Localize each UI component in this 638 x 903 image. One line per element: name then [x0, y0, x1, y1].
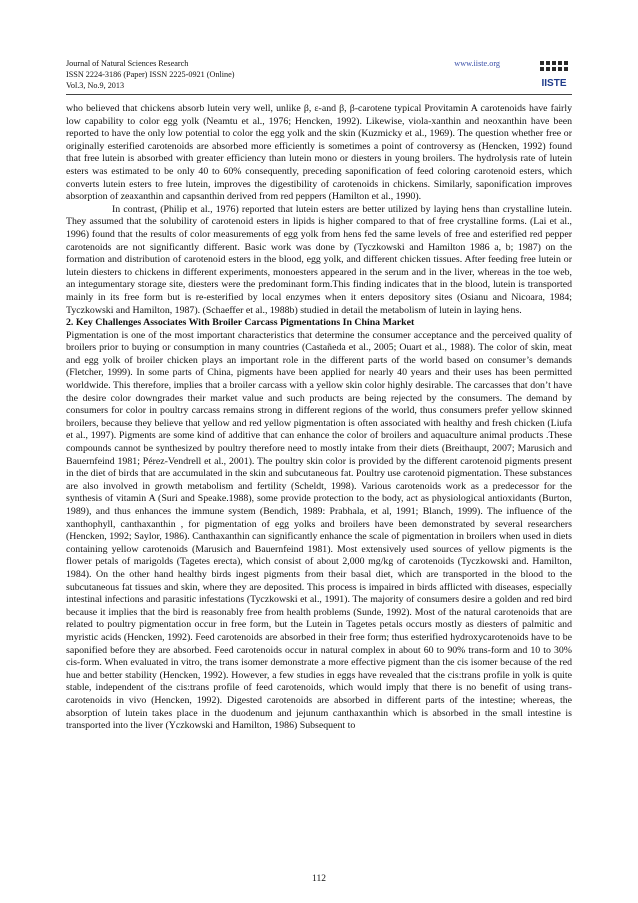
volume-line: Vol.3, No.9, 2013 — [66, 81, 125, 91]
header-divider — [66, 94, 572, 95]
page-number: 112 — [312, 874, 326, 884]
section-heading: 2. Key Challenges Associates With Broiler Carcass Pigmentations In China Market — [66, 317, 415, 329]
journal-url-link[interactable]: www.iiste.org — [454, 59, 500, 68]
paragraph-lutein-esters: In contrast, (Philip et al., 1976) reported that lutein esters are better utilized by laying hens than crystalline lutein. They assumed that the solubility of carotenoid esters in lipids is higher compared to that of free crystalline forms. (Lai et al., 1996) found that the results of color measurements of egg yolk from hens fed the same levels of free and esterified red pepper carotenoids are not significantly different. Basic work was done by (Tyczkowski and Hamilton 1986 a, b; 1987) on the formation and distribution of carotenoid esters in the blood, egg yolk, and different chicken tissues. After feeding free lutein or lutein diesters to chickens in different experiments, monoesters appeared in the serum and in the liver, whereas in the toe web, an integumentary storage site, diesters were the predominant form.This finding indicates that in the blood, lutein is transported mainly in its free form but is re-esterified by local enzymes when it enters depository sites (Osianu and Nicoara, 1984; Tyczkowski and Hamilton, 1987). (Schaeffer et al., 1988b) studied in detail the metabolism of lutein in laying hens. — [66, 203, 572, 316]
journal-name: Journal of Natural Sciences Research — [66, 59, 189, 68]
paragraph-pigmentation: Pigmentation is one of the most important characteristics that determine the consumer acceptance and the perceived quality of broilers prior to buying or consumption in many countries (Castañeda et al., 2005; Ouart et al., 1988). The color of skin, meat and egg yolk of broiler chicken plays an important role in the different parts of the world based on consumer’s demands (Fletcher, 1999). In some parts of China, pigments have been applied for nearly 40 years and their uses has been permitted worldwide. This therefore, implies that a broiler carcass with a yellow skin color highly desirable. The carcasses that don’t have the desire color downgrades their market value and such products are being rejected by the consumers. The demand by consumers for color in poultry carcass remains strong in different regions of the world, thus consumers prefer yellow skinned broilers, because they believe that yellow and red yellow pigmentation is often associated with healthy and fresh chicken (Liufa et al., 1997). Pigments are some kind of additive that can enhance the color of broilers and aquaculture animal products .These compounds cannot be synthesized by poultry therefore need to mostly intake from their diets (Breithaupt, 2007; Marusich and Bauernfeind 1981; Pérez-Vendrell et al., 2001). The poultry skin color is provided by the different carotenoid pigments present in the diet of birds that are accumulated in the skin and subcutaneous fat. Poultry use carotenoid pigmentation. These substances are also involved in growth metabolism and fertility (Scheldt, 1998). Various carotenoids work as a predecessor for the synthesis of vitamin A (Suri and Speake.1988), some provide protection to the body, act as physiological antioxidants (Burton, 1989), and thus enhances the immune system (Bendich, 1989: Prabhala, et al, 1991; Blanch, 1999). The influence of the xanthophyll, canthaxanthin , for pigmentation of egg yolks and broilers have been demonstrated by several researchers (Hencken, 1992; Saylor, 1986). Canthaxanthin can significantly enhance the scale of pigmentation in broilers when used in diets containing yellow carotenoids (Marusich and Bauernfeind 1981). Most extensively used sources of yellow pigments is the flower petals of marigolds (Tagetes erecta), which consist of about 2,000 mg/kg of carotenoids (Tyczkowski and. Hamilton, 1984). On the other hand healthy birds ingest pigments from their basal diet, which are transported in the blood to the subcutaneous fat tissues and skin, where they are deposited. This process is impaired in birds afflicted with diseases, especially intestinal infections and parasitic infestations (Tyczkowski et al., 1991). The majority of consumers desire a golden and red bird because it implies that the bird is reasonably free from health problems (Sunde, 1992). Most of the natural carotenoids that are related to poultry pigmentation occur in free form, but the Lutein in Tagetes petals occurs mostly as diesters of palmitic and myristic acids (Hencken, 1992). Feed carotenoids are absorbed in their free form; thus esterified hydroxycarotenoids have to be saponified before they are absorbed. Feed carotenoids occur in natural complex in about 60 to 90% trans-form and 10 to 30% cis-form. When evaluated in vitro, the trans isomer demonstrate a more effective pigment than the cis isomer because of the red hue and better stability (Hencken, 1992). However, a few studies in eggs have revealed that the cis:trans profile in yolk is quite stable, independent of the cis:trans profile of feed carotenoids, which would imply that there is no benefit of using trans-carotenoids in vivo (Hencken, 1992). Digested carotenoids are absorbed in different parts of the intestine; whereas, the absorption of lutein takes place in the duodenum and jejunum canthaxanthin which is absorbed in the small intestine is transported into the liver (Yczkowski and Hamilton, 1986) Subsequent to — [66, 329, 572, 732]
page-header — [66, 58, 572, 92]
article-body — [66, 103, 572, 733]
paragraph-lutein-absorption: who believed that chickens absorb lutein very well, unlike β, ε-and β, β-carotene typical Provitamin A carotenoids have fairly low capability to color egg yolk (Neamtu et al., 1976; Hencken, 1992). Likewise, viola-xanthin and neoxanthin have been reported to have the only low potential to color the egg yolk and the skin (Kuzmicky et al., 1969). The question whether free or originally esterified carotenoids are absorbed more efficiently is sometimes a point of controversy as (Hencken, 1992) found that free lutein is absorbed with greater efficiency than lutein mono or diesters in young broilers. The hydrolysis rate of lutein esters was estimated to be only 40 to 60% consequently, preceding saponification of feed coloring carotenoid esters, which converts lutein esters to free lutein, improves the digestibility of carotenoids in chickens. Similarly, saponification improves absorption of zeaxanthin and capsanthin derived from red peppers (Hamilton et al., 1990). — [66, 103, 572, 203]
issn-line: ISSN 2224-3186 (Paper) ISSN 2225-0921 (Online) — [66, 70, 235, 80]
iiste-logo — [510, 59, 572, 89]
svg-text:IISTE: IISTE — [541, 78, 567, 89]
